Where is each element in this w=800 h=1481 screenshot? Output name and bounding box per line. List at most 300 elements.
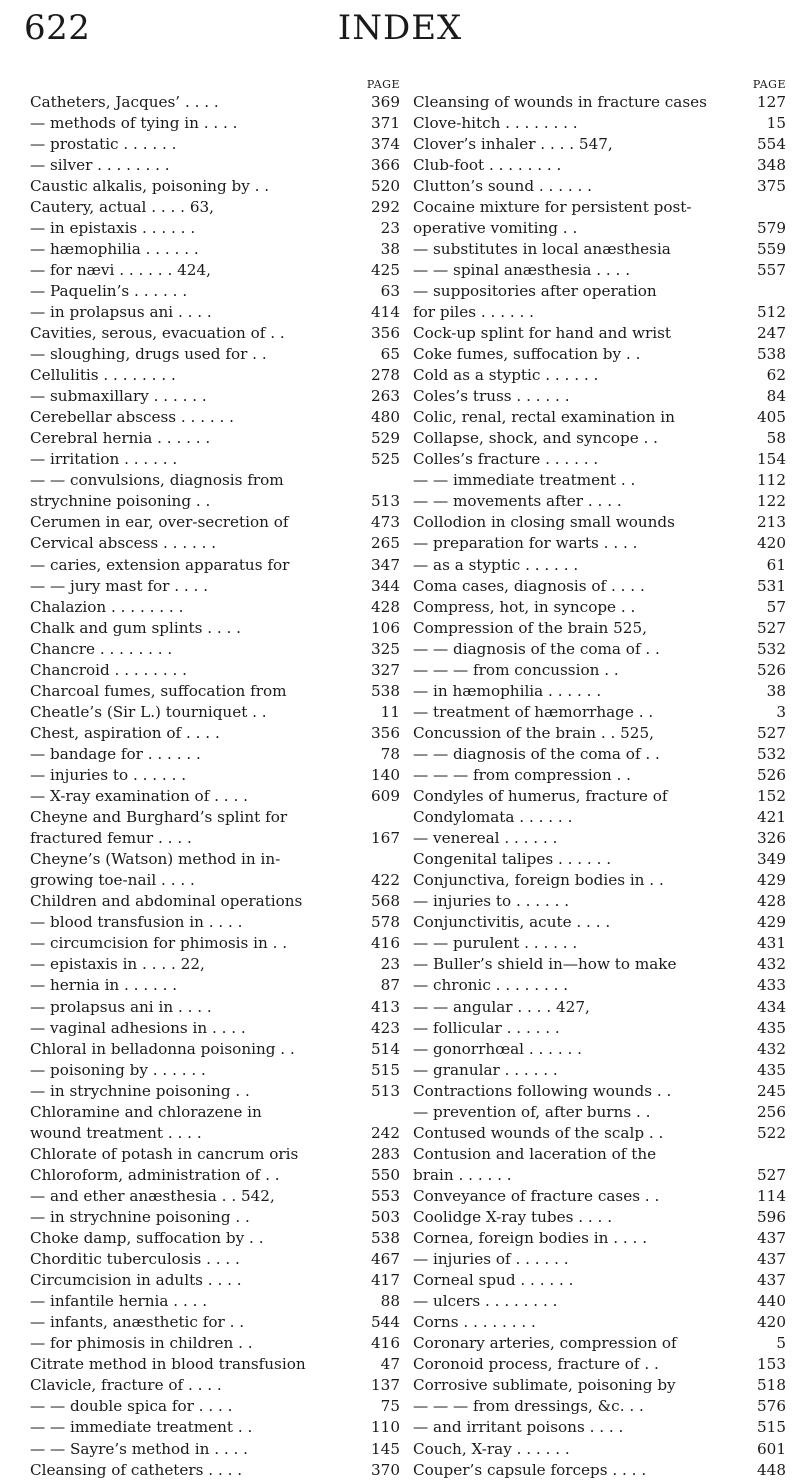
entry-page-ref: 467 [371,1250,400,1269]
entry-page-ref: 513 [371,492,400,511]
entry-page-ref: 325 [371,639,400,658]
entry-text: Cold as a styptic . . . . . . [413,366,599,385]
entry-page-ref: 88 [380,1292,400,1311]
entry-text: for piles . . . . . . [413,302,535,321]
entry-text: — submaxillary . . . . . . [30,387,207,406]
index-entry [413,1123,786,1144]
entry-page-ref: 553 [371,1186,400,1205]
entry-text: — hæmophilia . . . . . . [30,239,199,258]
entry-page-ref: 11 [380,702,400,721]
index-entry [30,1270,400,1291]
entry-page-ref: 366 [371,155,400,174]
index-entry [30,1123,400,1144]
index-entry [30,912,400,933]
entry-text: Coles’s truss . . . . . . [413,387,570,406]
entry-page-ref: 437 [757,1250,786,1269]
entry-text: Coma cases, diagnosis of . . . . [413,576,645,595]
entry-page-ref: 256 [757,1102,786,1121]
entry-text: Cerebral hernia . . . . . . [30,429,211,448]
entry-page-ref: 422 [371,871,400,890]
entry-text: — circumcision for phimosis in . . [30,934,288,953]
entry-text: — Buller’s shield in—how to make [413,955,677,974]
index-entry [30,302,400,323]
entry-page-ref: 520 [371,176,400,195]
entry-text: — prevention of, after burns . . [413,1102,651,1121]
entry-page-ref: 127 [757,92,786,111]
entry-text: Contused wounds of the scalp . . [413,1123,664,1142]
entry-page-ref: 152 [757,787,786,806]
index-entry [30,1417,400,1438]
entry-page-ref: 369 [371,92,400,111]
entry-page-ref: 568 [371,892,400,911]
entry-text: Chalazion . . . . . . . . [30,597,184,616]
index-entry [30,870,400,891]
entry-page-ref: 609 [371,787,400,806]
entry-page-ref: 65 [380,345,400,364]
entry-text: — injuries to . . . . . . [30,766,187,784]
entry-page-ref: 518 [757,1376,786,1395]
entry-text: — — Sayre’s method in . . . . [30,1439,248,1458]
entry-page-ref: 431 [757,934,786,953]
entry-page-ref: 283 [371,1144,400,1163]
entry-page-ref: 349 [757,850,786,869]
entry-page-ref: 429 [757,913,786,932]
entry-page-ref: 420 [757,1313,786,1332]
index-entry [30,344,400,365]
entry-page-ref: 538 [371,1229,400,1248]
entry-page-ref: 544 [371,1313,400,1332]
entry-page-ref: 435 [757,1018,786,1037]
entry-text: — in epistaxis . . . . . . [30,218,196,237]
index-entry [30,155,400,176]
entry-text: Citrate method in blood transfusion [30,1355,306,1374]
entry-text: — caries, extension apparatus for [30,555,290,574]
index-entry [30,1018,400,1039]
index-entry [413,491,786,512]
index-entry [30,807,400,828]
entry-text: — prostatic . . . . . . [30,134,177,153]
index-column-right [413,78,786,1481]
entry-text: Chancroid . . . . . . . . [30,660,187,679]
index-entry [413,239,786,260]
index-entry [413,576,786,597]
entry-text: — and ether anæsthesia . . 542, [30,1186,275,1205]
index-entry [30,723,400,744]
index-entry [30,891,400,912]
index-entry [30,470,400,491]
index-entry [30,1228,400,1249]
entry-text: — — purulent . . . . . . [413,934,578,953]
entry-text: strychnine poisoning . . [30,492,211,511]
entry-page-ref: 245 [757,1081,786,1100]
index-entry [30,828,400,849]
entry-text: Couper’s capsule forceps . . . . [413,1460,647,1479]
entry-text: Collodion in closing small wounds [413,513,675,532]
entry-page-ref: 57 [766,597,786,616]
entry-page-ref: 292 [371,197,400,216]
entry-text: Cautery, actual . . . . 63, [30,197,214,216]
index-entry [30,597,400,618]
entry-text: Cocaine mixture for persistent post- [413,197,692,216]
index-entry [30,1081,400,1102]
index-entry [413,912,786,933]
entry-text: Chorditic tuberculosis . . . . [30,1250,240,1269]
index-entry [413,1039,786,1060]
index-entry [413,639,786,660]
entry-page-ref: 213 [757,513,786,532]
entry-page-ref: 525 [371,450,400,469]
entry-page-ref: 58 [766,429,786,448]
entry-text: Cheyne and Burghard’s splint for [30,808,288,827]
entry-text: Clover’s inhaler . . . . 547, [413,134,613,153]
index-entry [413,1207,786,1228]
entry-text: — in strychnine poisoning . . [30,1207,250,1226]
entry-page-ref: 550 [371,1165,400,1184]
entry-page-ref: 473 [371,513,400,532]
entry-page-ref: 326 [757,829,786,848]
entry-page-ref: 428 [371,597,400,616]
index-entry [30,681,400,702]
entry-text: — preparation for warts . . . . [413,534,638,553]
index-entry [413,302,786,323]
index-entry [413,954,786,975]
entry-page-ref: 145 [371,1439,400,1458]
entry-page-ref: 414 [371,302,400,321]
entry-text: — — double spica for . . . . [30,1397,233,1416]
index-entry [30,449,400,470]
index-entry [30,576,400,597]
index-entry [413,975,786,996]
entry-text: Compress, hot, in syncope . . [413,597,636,616]
entry-page-ref: 167 [371,829,400,848]
index-entry [413,723,786,744]
page-title: INDEX [337,8,463,48]
index-entry [30,176,400,197]
entry-text: — — jury mast for . . . . [30,576,209,595]
entry-page-ref: 601 [757,1439,786,1458]
entry-text: operative vomiting . . [413,218,578,237]
entry-text: — irritation . . . . . . [30,450,178,469]
entry-page-ref: 371 [371,113,400,132]
entry-text: Chalk and gum splints . . . . [30,618,241,637]
entry-text: — ulcers . . . . . . . . [413,1292,558,1311]
entry-text: — hernia in . . . . . . [30,976,178,995]
index-entry [413,891,786,912]
entry-text: — — diagnosis of the coma of . . [413,744,660,763]
entry-text: Chloramine and chlorazene in [30,1102,262,1121]
entry-page-ref: 416 [371,934,400,953]
entry-page-ref: 38 [766,681,786,700]
index-entry [30,1165,400,1186]
entry-page-ref: 137 [371,1376,400,1395]
entry-text: Catheters, Jacques’ . . . . [30,92,219,111]
index-entry [413,702,786,723]
entry-text: Clutton’s sound . . . . . . [413,176,592,195]
index-entry [413,428,786,449]
entry-text: Cellulitis . . . . . . . . [30,366,176,385]
entry-page-ref: 63 [380,281,400,300]
entry-text: — — convulsions, diagnosis from [30,471,284,490]
entry-page-ref: 61 [766,555,786,574]
entry-page-ref: 375 [757,176,786,195]
index-entry [413,1081,786,1102]
index-entry [413,134,786,155]
entry-page-ref: 428 [757,892,786,911]
index-entry [30,1354,400,1375]
entry-page-ref: 425 [371,260,400,279]
entry-text: — blood transfusion in . . . . [30,913,243,932]
entry-page-ref: 532 [757,639,786,658]
index-entry [30,702,400,723]
entry-page-ref: 242 [371,1123,400,1142]
entry-page-ref: 347 [371,555,400,574]
index-entry [413,786,786,807]
index-entry [413,1375,786,1396]
index-entry [30,849,400,870]
entry-page-ref: 435 [757,1060,786,1079]
index-entry [413,1291,786,1312]
index-entry [30,512,400,533]
entry-page-ref: 78 [380,744,400,763]
index-entry [413,618,786,639]
index-entry [30,1039,400,1060]
entry-page-ref: 263 [371,387,400,406]
index-entry [30,1144,400,1165]
index-entry [30,260,400,281]
entry-page-ref: 348 [757,155,786,174]
entry-page-ref: 421 [757,808,786,827]
entry-page-ref: 437 [757,1271,786,1290]
entry-text: Colles’s fracture . . . . . . [413,450,599,469]
index-entry [413,660,786,681]
entry-text: — venereal . . . . . . [413,829,558,848]
entry-text: — — — from dressings, &c. . . [413,1397,644,1416]
entry-text: growing toe-nail . . . . [30,871,195,890]
entry-page-ref: 122 [757,492,786,511]
entry-page-ref: 527 [757,618,786,637]
entry-page-ref: 437 [757,1229,786,1248]
index-entry [413,323,786,344]
entry-page-ref: 62 [766,366,786,385]
index-entry [413,933,786,954]
entry-page-ref: 154 [757,450,786,469]
index-entry [30,786,400,807]
entry-text: — for nævi . . . . . . 424, [30,260,211,279]
entry-text: — follicular . . . . . . [413,1018,560,1037]
entry-page-ref: 416 [371,1334,400,1353]
index-entry [30,1460,400,1481]
entry-text: — — — from concussion . . [413,660,619,679]
entry-text: — granular . . . . . . [413,1060,558,1079]
entry-text: — in prolapsus ani . . . . [30,302,212,321]
entry-page-ref: 527 [757,1165,786,1184]
entry-text: Compression of the brain 525, [413,618,647,637]
entry-text: — X-ray examination of . . . . [30,787,248,806]
entry-text: — sloughing, drugs used for . . [30,345,267,364]
entry-page-ref: 327 [371,660,400,679]
index-entry [30,1312,400,1333]
entry-page-ref: 433 [757,976,786,995]
entry-page-ref: 140 [371,766,400,784]
index-entry [413,92,786,113]
index-entry [413,597,786,618]
entry-page-ref: 532 [757,744,786,763]
entry-text: brain . . . . . . [413,1165,512,1184]
entry-text: Coolidge X-ray tubes . . . . [413,1207,613,1226]
entry-page-ref: 448 [757,1460,786,1479]
entry-page-ref: 84 [766,387,786,406]
index-entry [413,281,786,302]
entry-page-ref: 531 [757,576,786,595]
index-entry [30,491,400,512]
index-entry [413,512,786,533]
index-entry [30,1207,400,1228]
entry-text: Clavicle, fracture of . . . . [30,1376,222,1395]
index-entry [413,828,786,849]
entry-page-ref: 265 [371,534,400,553]
entry-page-ref: 278 [371,366,400,385]
entry-text: Corneal spud . . . . . . [413,1271,574,1290]
entry-text: — bandage for . . . . . . [30,744,201,763]
entry-text: — treatment of hæmorrhage . . [413,702,654,721]
index-entry [413,849,786,870]
index-entry [30,1291,400,1312]
index-entry [413,449,786,470]
entry-text: — for phimosis in children . . [30,1334,253,1353]
entry-page-ref: 513 [371,1081,400,1100]
entry-text: Conveyance of fracture cases . . [413,1186,660,1205]
entry-page-ref: 374 [371,134,400,153]
page-number: 622 [24,8,91,48]
index-entry [30,744,400,765]
entry-text: — — immediate treatment . . [413,471,636,490]
index-entry [413,1018,786,1039]
index-entry [413,1312,786,1333]
entry-page-ref: 559 [757,239,786,258]
entry-text: — substitutes in local anæsthesia [413,239,671,258]
entry-page-ref: 423 [371,1018,400,1037]
index-entry [413,386,786,407]
entry-text: wound treatment . . . . [30,1123,202,1142]
entry-text: Cleansing of wounds in fracture cases [413,92,707,111]
index-entry [30,533,400,554]
entry-text: Cervical abscess . . . . . . [30,534,217,553]
entry-page-ref: 554 [757,134,786,153]
entry-text: — prolapsus ani in . . . . [30,997,212,1016]
entry-page-ref: 578 [371,913,400,932]
index-entry [413,1249,786,1270]
index-entry [30,1396,400,1417]
index-entry [413,344,786,365]
entry-page-ref: 538 [371,681,400,700]
index-entry [30,281,400,302]
entry-text: Couch, X-ray . . . . . . [413,1439,570,1458]
entry-text: Coronoid process, fracture of . . [413,1355,659,1374]
entry-text: Club-foot . . . . . . . . [413,155,562,174]
index-entry [30,197,400,218]
index-entry [413,155,786,176]
entry-text: Chancre . . . . . . . . [30,639,173,658]
index-entry [413,1417,786,1438]
index-entry [413,555,786,576]
index-entry [413,870,786,891]
index-entry [413,218,786,239]
entry-text: Cerumen in ear, over-secretion of [30,513,289,532]
index-entry [413,1333,786,1354]
index-entry [30,1333,400,1354]
entry-text: fractured femur . . . . [30,829,192,848]
entry-text: Chloroform, administration of . . [30,1165,280,1184]
page-column-heading: PAGE [752,78,786,91]
entry-page-ref: 440 [757,1292,786,1311]
index-entry [30,954,400,975]
entry-text: Contusion and laceration of the [413,1144,657,1163]
index-entry [413,1460,786,1481]
entry-text: Charcoal fumes, suffocation from [30,681,287,700]
index-entry [30,428,400,449]
entry-page-ref: 503 [371,1207,400,1226]
entry-text: Congenital talipes . . . . . . [413,850,612,869]
entry-text: Contractions following wounds . . [413,1081,672,1100]
entry-text: Chest, aspiration of . . . . [30,723,220,742]
index-entry [30,1186,400,1207]
index-entry [413,681,786,702]
index-entry [413,176,786,197]
entry-text: Cleansing of catheters . . . . [30,1460,243,1479]
index-entry [413,407,786,428]
index-entry [30,555,400,576]
entry-text: Choke damp, suffocation by . . [30,1229,264,1248]
entry-page-ref: 434 [757,997,786,1016]
entry-text: — — angular . . . . 427, [413,997,590,1016]
index-entry [413,1270,786,1291]
entry-text: Colic, renal, rectal examination in [413,408,675,427]
entry-text: Collapse, shock, and syncope . . [413,429,658,448]
entry-text: — in strychnine poisoning . . [30,1081,250,1100]
entry-text: — epistaxis in . . . . 22, [30,955,205,974]
entry-page-ref: 526 [757,766,786,784]
index-entry [30,1060,400,1081]
entry-page-ref: 522 [757,1123,786,1142]
entry-page-ref: 344 [371,576,400,595]
index-entry [413,113,786,134]
page-column-heading: PAGE [366,78,400,91]
entry-text: Conjunctiva, foreign bodies in . . [413,871,664,890]
entry-page-ref: 356 [371,324,400,343]
entry-text: Caustic alkalis, poisoning by . . [30,176,270,195]
entry-text: — suppositories after operation [413,281,657,300]
entry-page-ref: 432 [757,955,786,974]
index-entry [30,218,400,239]
index-entry [413,533,786,554]
entry-text: Chlorate of potash in cancrum oris [30,1144,299,1163]
entry-page-ref: 596 [757,1207,786,1226]
index-entry [413,1396,786,1417]
entry-text: — gonorrhœal . . . . . . [413,1039,582,1058]
entry-page-ref: 526 [757,660,786,679]
entry-page-ref: 356 [371,723,400,742]
entry-text: Concussion of the brain . . 525, [413,723,654,742]
entry-page-ref: 75 [380,1397,400,1416]
index-entry [413,197,786,218]
entry-text: Cheyne’s (Watson) method in in- [30,850,281,869]
index-entry [413,1060,786,1081]
entry-text: — Paquelin’s . . . . . . [30,281,188,300]
entry-page-ref: 114 [757,1186,786,1205]
index-entry [30,92,400,113]
entry-page-ref: 38 [380,239,400,258]
entry-text: — injuries of . . . . . . [413,1250,569,1269]
